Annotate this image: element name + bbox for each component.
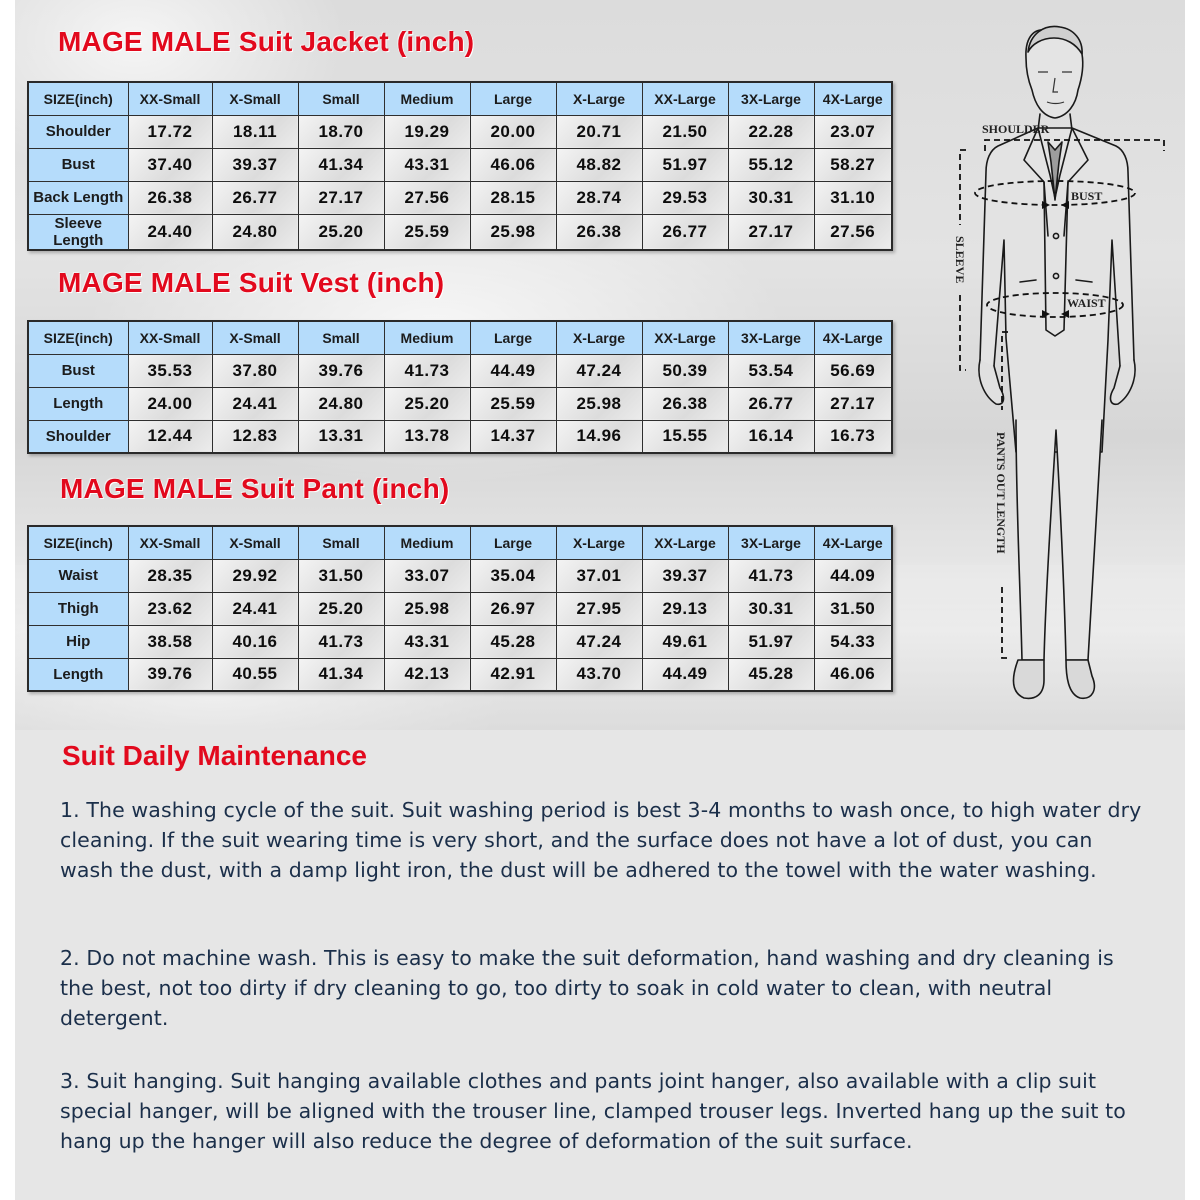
value-cell: 26.38	[642, 387, 728, 420]
value-cell: 55.12	[728, 148, 814, 181]
value-cell: 25.20	[298, 592, 384, 625]
value-cell: 25.98	[470, 214, 556, 250]
value-cell: 19.29	[384, 115, 470, 148]
value-cell: 27.17	[814, 387, 892, 420]
table-row	[28, 559, 892, 592]
header-cell: 4X-Large	[814, 82, 892, 115]
bust-label: BUST	[1071, 189, 1103, 203]
table-row	[28, 625, 892, 658]
value-cell: 39.76	[298, 354, 384, 387]
value-cell: 24.00	[128, 387, 212, 420]
value-cell: 41.73	[298, 625, 384, 658]
header-cell: X-Large	[556, 526, 642, 559]
man-in-suit-illustration	[920, 0, 1185, 730]
table-header-row	[28, 82, 892, 115]
header-cell: XX-Small	[128, 82, 212, 115]
maintenance-title: Suit Daily Maintenance	[62, 740, 367, 771]
value-cell: 14.96	[556, 420, 642, 453]
value-cell: 12.44	[128, 420, 212, 453]
value-cell: 41.73	[728, 559, 814, 592]
value-cell: 25.20	[384, 387, 470, 420]
header-cell: Medium	[384, 321, 470, 354]
pant-size-table	[27, 525, 893, 692]
value-cell: 45.28	[470, 625, 556, 658]
header-cell: SIZE(inch)	[28, 82, 128, 115]
value-cell: 28.74	[556, 181, 642, 214]
value-cell: 21.50	[642, 115, 728, 148]
value-cell: 43.70	[556, 658, 642, 691]
value-cell: 20.00	[470, 115, 556, 148]
header-cell: Large	[470, 82, 556, 115]
value-cell: 31.50	[298, 559, 384, 592]
value-cell: 46.06	[814, 658, 892, 691]
value-cell: 37.40	[128, 148, 212, 181]
row-label: Back Length	[28, 181, 128, 214]
value-cell: 42.13	[384, 658, 470, 691]
value-cell: 51.97	[642, 148, 728, 181]
value-cell: 48.82	[556, 148, 642, 181]
value-cell: 54.33	[814, 625, 892, 658]
value-cell: 26.38	[556, 214, 642, 250]
shoulder-label: SHOULDER	[982, 122, 1050, 136]
table-header-row	[28, 526, 892, 559]
value-cell: 27.17	[728, 214, 814, 250]
header-cell: Medium	[384, 526, 470, 559]
table-row	[28, 214, 892, 250]
value-cell: 39.76	[128, 658, 212, 691]
row-label: Waist	[28, 559, 128, 592]
header-cell: Large	[470, 321, 556, 354]
table-row	[28, 148, 892, 181]
value-cell: 17.72	[128, 115, 212, 148]
value-cell: 47.24	[556, 625, 642, 658]
maintenance-paragraph-1: 1. The washing cycle of the suit. Suit washing period is best 3-4 months to wash once, to high water dry cleaning. If the suit wearing time is very short, and the surface does not have a lot of dust, you can wash the dust, with a damp light iron, the dust will be adhered to the towel with the water washing.	[60, 798, 1142, 882]
value-cell: 41.34	[298, 658, 384, 691]
value-cell: 27.17	[298, 181, 384, 214]
value-cell: 56.69	[814, 354, 892, 387]
row-label: Thigh	[28, 592, 128, 625]
table-row	[28, 387, 892, 420]
value-cell: 29.92	[212, 559, 298, 592]
value-cell: 53.54	[728, 354, 814, 387]
value-cell: 42.91	[470, 658, 556, 691]
table-row	[28, 354, 892, 387]
value-cell: 46.06	[470, 148, 556, 181]
maintenance-paragraph-2: 2. Do not machine wash. This is easy to make the suit deformation, hand washing and dry cleaning is the best, not too dirty if dry cleaning to go, too dirty to soak in cold water to clean, with neutral detergent.	[60, 946, 1114, 1030]
value-cell: 58.27	[814, 148, 892, 181]
value-cell: 24.80	[212, 214, 298, 250]
header-cell: SIZE(inch)	[28, 321, 128, 354]
value-cell: 16.73	[814, 420, 892, 453]
table-row	[28, 592, 892, 625]
value-cell: 18.11	[212, 115, 298, 148]
value-cell: 39.37	[212, 148, 298, 181]
header-cell: Small	[298, 321, 384, 354]
value-cell: 37.80	[212, 354, 298, 387]
value-cell: 24.41	[212, 592, 298, 625]
header-cell: SIZE(inch)	[28, 526, 128, 559]
row-label: Shoulder	[28, 420, 128, 453]
value-cell: 47.24	[556, 354, 642, 387]
value-cell: 13.31	[298, 420, 384, 453]
value-cell: 16.14	[728, 420, 814, 453]
pant-title: MAGE MALE Suit Pant (inch)	[60, 473, 450, 504]
jacket-size-table	[27, 81, 893, 251]
waist-label: WAIST	[1067, 296, 1106, 310]
value-cell: 18.70	[298, 115, 384, 148]
value-cell: 40.16	[212, 625, 298, 658]
value-cell: 31.50	[814, 592, 892, 625]
value-cell: 44.49	[642, 658, 728, 691]
header-cell: XX-Large	[642, 526, 728, 559]
value-cell: 25.20	[298, 214, 384, 250]
table-row	[28, 181, 892, 214]
value-cell: 22.28	[728, 115, 814, 148]
vest-title: MAGE MALE Suit Vest (inch)	[58, 267, 445, 298]
value-cell: 39.37	[642, 559, 728, 592]
value-cell: 25.98	[556, 387, 642, 420]
value-cell: 43.31	[384, 625, 470, 658]
value-cell: 23.62	[128, 592, 212, 625]
value-cell: 37.01	[556, 559, 642, 592]
value-cell: 35.53	[128, 354, 212, 387]
value-cell: 26.77	[642, 214, 728, 250]
value-cell: 29.53	[642, 181, 728, 214]
value-cell: 23.07	[814, 115, 892, 148]
measurement-figure	[920, 0, 1185, 730]
value-cell: 31.10	[814, 181, 892, 214]
row-label: Bust	[28, 148, 128, 181]
value-cell: 29.13	[642, 592, 728, 625]
vest-size-table	[27, 320, 893, 454]
value-cell: 41.34	[298, 148, 384, 181]
pants-out-length-label: PANTS OUT LENGTH	[994, 432, 1008, 554]
table-header-row	[28, 321, 892, 354]
header-cell: 3X-Large	[728, 321, 814, 354]
jacket-title: MAGE MALE Suit Jacket (inch)	[58, 26, 475, 57]
value-cell: 28.15	[470, 181, 556, 214]
value-cell: 27.56	[814, 214, 892, 250]
header-cell: 3X-Large	[728, 526, 814, 559]
header-cell: X-Small	[212, 526, 298, 559]
sleeve-label: SLEEVE	[953, 236, 967, 284]
header-cell: X-Small	[212, 82, 298, 115]
header-cell: X-Small	[212, 321, 298, 354]
value-cell: 25.98	[384, 592, 470, 625]
header-cell: 4X-Large	[814, 526, 892, 559]
header-cell: 4X-Large	[814, 321, 892, 354]
row-label: Hip	[28, 625, 128, 658]
value-cell: 30.31	[728, 181, 814, 214]
value-cell: 12.83	[212, 420, 298, 453]
value-cell: 44.09	[814, 559, 892, 592]
value-cell: 24.80	[298, 387, 384, 420]
value-cell: 26.97	[470, 592, 556, 625]
header-cell: Small	[298, 526, 384, 559]
row-label: Bust	[28, 354, 128, 387]
value-cell: 14.37	[470, 420, 556, 453]
value-cell: 30.31	[728, 592, 814, 625]
header-cell: Small	[298, 82, 384, 115]
row-label: Shoulder	[28, 115, 128, 148]
header-cell: XX-Small	[128, 321, 212, 354]
value-cell: 44.49	[470, 354, 556, 387]
value-cell: 45.28	[728, 658, 814, 691]
value-cell: 35.04	[470, 559, 556, 592]
value-cell: 24.41	[212, 387, 298, 420]
table-row	[28, 115, 892, 148]
size-tables-panel	[15, 0, 1185, 730]
size-chart-page	[15, 0, 1185, 1200]
value-cell: 28.35	[128, 559, 212, 592]
header-cell: 3X-Large	[728, 82, 814, 115]
value-cell: 50.39	[642, 354, 728, 387]
value-cell: 26.77	[212, 181, 298, 214]
maintenance-paragraph-3: 3. Suit hanging. Suit hanging available clothes and pants joint hanger, also available with a clip suit special hanger, will be aligned with the trouser line, clamped trouser legs. Inverted hang up the suit to hang up the hanger will also reduce the degree of deformation of the suit surface.	[60, 1069, 1126, 1153]
value-cell: 40.55	[212, 658, 298, 691]
value-cell: 51.97	[728, 625, 814, 658]
value-cell: 38.58	[128, 625, 212, 658]
header-cell: X-Large	[556, 321, 642, 354]
value-cell: 33.07	[384, 559, 470, 592]
row-label: Length	[28, 387, 128, 420]
value-cell: 25.59	[470, 387, 556, 420]
value-cell: 27.56	[384, 181, 470, 214]
table-row	[28, 658, 892, 691]
header-cell: Medium	[384, 82, 470, 115]
header-cell: X-Large	[556, 82, 642, 115]
header-cell: XX-Large	[642, 82, 728, 115]
header-cell: Large	[470, 526, 556, 559]
row-label: Sleeve Length	[28, 214, 128, 250]
value-cell: 24.40	[128, 214, 212, 250]
value-cell: 49.61	[642, 625, 728, 658]
table-row	[28, 420, 892, 453]
row-label: Length	[28, 658, 128, 691]
value-cell: 13.78	[384, 420, 470, 453]
value-cell: 27.95	[556, 592, 642, 625]
header-cell: XX-Small	[128, 526, 212, 559]
value-cell: 25.59	[384, 214, 470, 250]
header-cell: XX-Large	[642, 321, 728, 354]
value-cell: 15.55	[642, 420, 728, 453]
value-cell: 26.77	[728, 387, 814, 420]
value-cell: 26.38	[128, 181, 212, 214]
value-cell: 43.31	[384, 148, 470, 181]
value-cell: 20.71	[556, 115, 642, 148]
value-cell: 41.73	[384, 354, 470, 387]
